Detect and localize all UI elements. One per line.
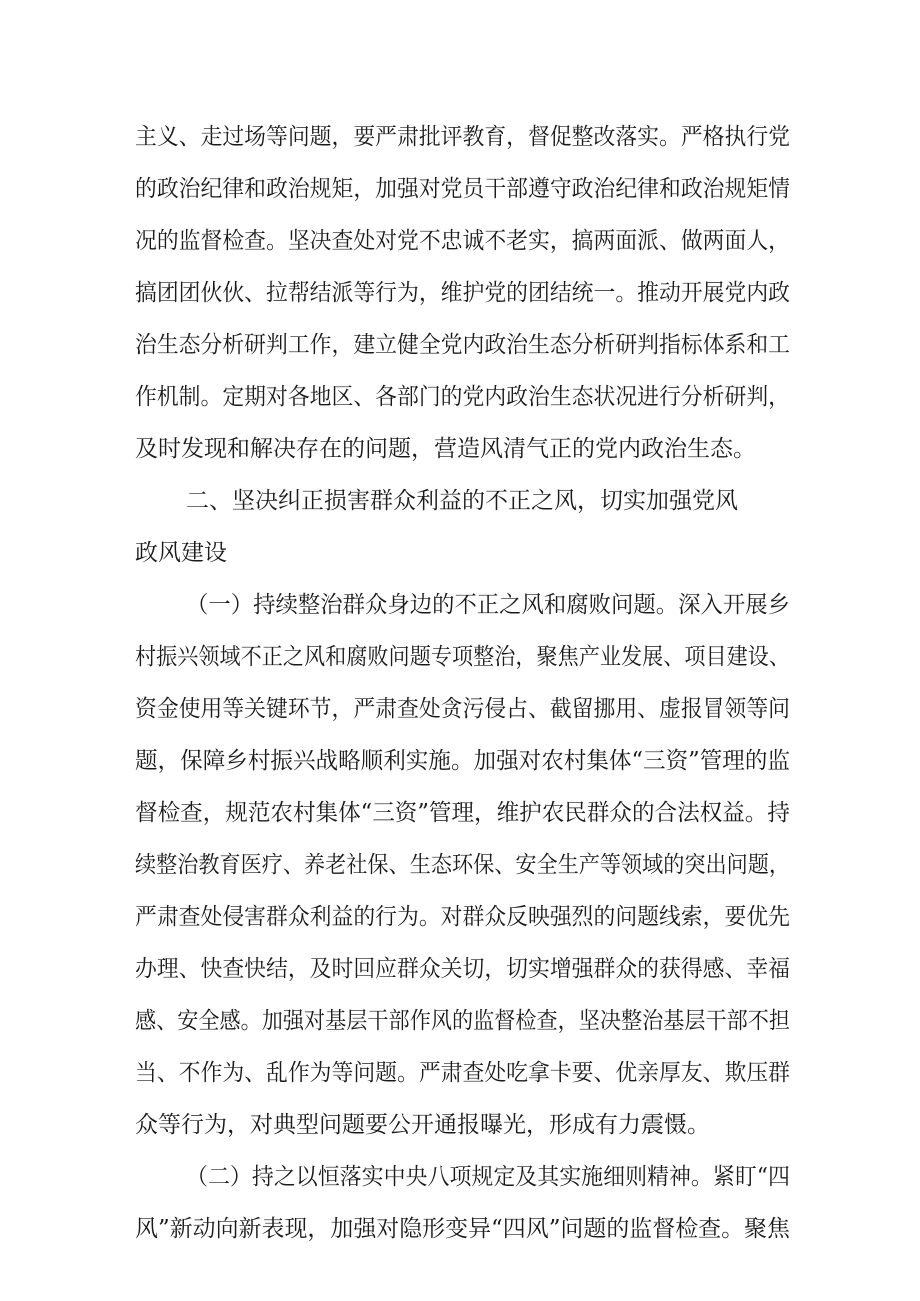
- line-text: 当、不作为、乱作为等问题。严肃查处吃拿卡要、优亲厚友、欺压群: [135, 1060, 791, 1086]
- text-line: [0, 167, 920, 211]
- line-text: 办理、快查快结，及时回应群众关切，切实增强群众的获得感、幸福: [135, 956, 791, 982]
- text-line: [0, 739, 920, 783]
- line-text: 村振兴领域不正之风和腐败问题专项整治，聚焦产业发展、项目建设、: [135, 644, 791, 670]
- line-text: 严肃查处侵害群众利益的行为。对群众反映强烈的问题线索，要优先: [135, 904, 791, 930]
- line-text: 搞团团伙伙、拉帮结派等行为，维护党的团结统一。推动开展党内政: [135, 280, 791, 306]
- text-line: [0, 271, 920, 315]
- line-text: 主义、走过场等问题，要严肃批评教育，督促整改落实。严格执行党: [135, 124, 791, 150]
- heading-text: 政风建设: [135, 540, 227, 566]
- text-line: [0, 999, 920, 1043]
- text-line: [0, 219, 920, 263]
- text-line: [0, 427, 920, 471]
- line-text: 督检查，规范农村集体“三资”管理，维护农民群众的合法权益。持: [135, 800, 790, 826]
- text-line: [0, 635, 920, 679]
- text-line: [0, 1155, 920, 1199]
- line-text: （一）持续整治群众身边的不正之风和腐败问题。深入开展乡: [186, 592, 790, 618]
- line-text: 的政治纪律和政治规矩，加强对党员干部遵守政治纪律和政治规矩情: [135, 176, 791, 202]
- section-heading: [0, 479, 920, 523]
- line-text: 及时发现和解决存在的问题，营造风清气正的党内政治生态。: [135, 436, 756, 462]
- line-text: 众等行为，对典型问题要公开通报曝光，形成有力震慑。: [135, 1112, 710, 1138]
- text-line: [0, 791, 920, 835]
- line-text: 风”新动向新表现，加强对隐形变异“四风”问题的监督检查。聚焦: [135, 1216, 790, 1242]
- line-text: 题，保障乡村振兴战略顺利实施。加强对农村集体“三资”管理的监: [135, 748, 790, 774]
- text-line: [0, 947, 920, 991]
- text-line: [0, 895, 920, 939]
- line-text: （二）持之以恒落实中央八项规定及其实施细则精神。紧盯“四: [186, 1164, 790, 1190]
- line-text: 作机制。定期对各地区、各部门的党内政治生态状况进行分析研判，: [135, 384, 791, 410]
- section-heading: [0, 531, 920, 575]
- text-line: [0, 323, 920, 367]
- text-line: [0, 687, 920, 731]
- text-line: [0, 1207, 920, 1251]
- text-line: [0, 1103, 920, 1147]
- text-line: [0, 375, 920, 419]
- line-text: 感、安全感。加强对基层干部作风的监督检查，坚决整治基层干部不担: [135, 1008, 791, 1034]
- text-line: [0, 115, 920, 159]
- line-text: 续整治教育医疗、养老社保、生态环保、安全生产等领域的突出问题，: [135, 852, 791, 878]
- line-text: 资金使用等关键环节，严肃查处贪污侵占、截留挪用、虚报冒领等问: [135, 696, 791, 722]
- text-line: [0, 843, 920, 887]
- text-line: [0, 1051, 920, 1095]
- line-text: 治生态分析研判工作，建立健全党内政治生态分析研判指标体系和工: [135, 332, 791, 358]
- line-text: 况的监督检查。坚决查处对党不忠诚不老实，搞两面派、做两面人，: [135, 228, 791, 254]
- text-line: [0, 583, 920, 627]
- heading-text: 二、坚决纠正损害群众利益的不正之风，切实加强党风: [186, 488, 738, 514]
